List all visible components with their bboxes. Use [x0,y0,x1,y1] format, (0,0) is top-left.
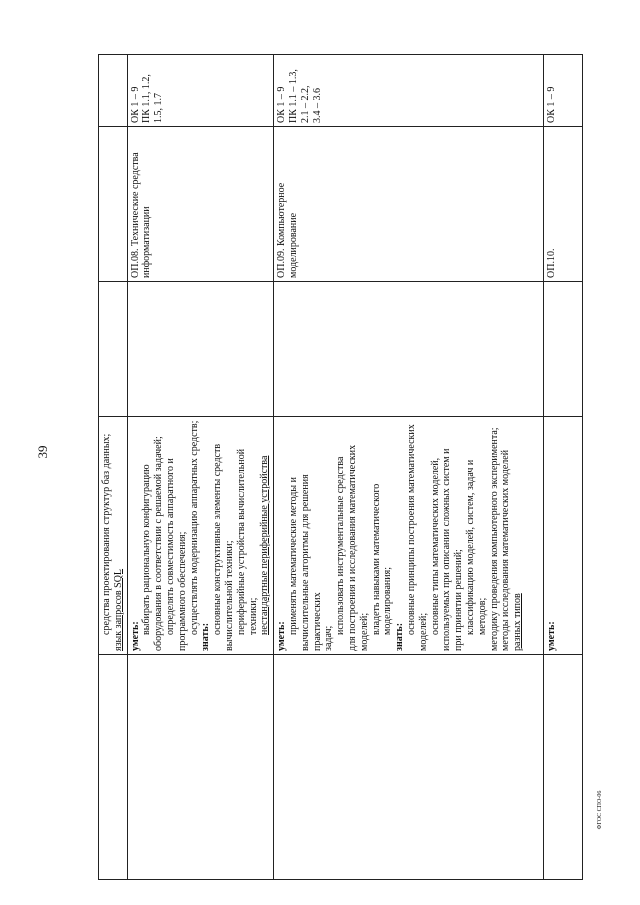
requirement-line: задач; [323,625,335,651]
requirement-line: методику проведения компьютерного эксперимента; [488,427,500,651]
empty-cell [274,655,544,880]
requirement-line: осуществлять модернизацию аппаратных средств; [188,420,200,635]
competency-code: ОК 1 – 9 [276,86,288,123]
discipline-cell [544,127,583,282]
requirement-line: определять совместимость аппаратного и [164,458,176,635]
requirement-line: использовать инструментальные средства [335,456,347,635]
empty-cell [544,282,583,417]
requirement-line: основные конструктивные элементы средств [212,443,224,635]
requirements-cell [127,417,274,655]
requirement-line: периферийные устройства вычислительной техники; [235,448,259,635]
requirement-line: основные типы математических моделей, [429,457,441,635]
requirement-line: используемых при описании сложных систем и [441,448,453,651]
requirement-line: уметь: [129,621,141,651]
discipline-cell [127,127,274,282]
requirements-cell [274,417,544,655]
requirement-line: применять математические методы и [287,477,299,635]
competencies-cell [99,55,128,127]
competency-code: ОК 1 – 9 [129,86,141,123]
empty-cell [274,282,544,417]
requirement-line: выбирать рациональную конфигурацию [141,464,153,635]
requirement-line: оборудования в соответствии с решаемой задачей; [153,436,165,651]
requirement-line: моделей; [417,612,429,651]
empty-cell [544,655,583,880]
empty-cell [99,655,128,880]
discipline-name: ОП.08. Технические средства информатизации [129,152,153,278]
discipline-name: ОП.10. [546,248,558,278]
table-row [544,55,583,880]
requirement-line: уметь: [546,621,558,651]
requirement-line: классификацию моделей, систем, задач и методов; [464,459,488,635]
requirement-line: средства проектирования структур баз данных; [101,433,112,635]
competency-code: ПК 1.1, 1.2, [141,74,153,123]
requirements-cell [99,417,128,655]
page-number: 39 [35,445,50,459]
competency-code: 1.5, 1.7 [153,93,165,123]
requirement-line: уметь: [276,621,288,651]
table-row [99,55,128,880]
requirement-line: моделей; [358,612,370,651]
competency-code: ПК 1.1 – 1.3, [287,69,299,123]
document-table-container [98,55,583,880]
competency-code: 2.1 – 2.2, [299,85,311,123]
requirement-line: знать: [200,622,212,651]
competency-table [98,54,583,880]
table-row [127,55,274,880]
requirements-cell [544,417,583,655]
requirement-line: нестандартные периферийные устройства [259,455,271,635]
requirement-line: вычислительной техники; [223,540,235,651]
competencies-cell [127,55,274,127]
discipline-name: ОП.09. Компьютерное моделирование [276,182,299,278]
requirement-line: при принятии решений; [453,549,465,651]
footer-code: ФГОС СПО-06 [597,790,603,830]
requirement-line: язык запросов SQL [112,568,124,651]
requirement-line: для построения и исследования математических [346,444,358,651]
competency-code: ОК 1 – 9 [546,86,558,123]
requirement-line: знать: [394,622,406,651]
competencies-cell [544,55,583,127]
requirement-line: методы исследования математических моделей [500,449,512,651]
discipline-cell [274,127,544,282]
empty-cell [99,282,128,417]
requirement-line: основные принципы построения математических [405,424,417,635]
empty-cell [127,655,274,880]
empty-cell [127,282,274,417]
requirement-line: вычислительные алгоритмы для решения практических [299,474,323,651]
competency-code: 3.4 – 3.6 [311,88,323,123]
discipline-cell [99,127,128,282]
requirement-line: разных типов [512,593,524,651]
competencies-cell [274,55,544,127]
table-row [274,55,544,880]
requirement-line: программного обеспечения; [176,531,188,651]
requirement-line: владеть навыками математического моделирования; [370,483,394,635]
